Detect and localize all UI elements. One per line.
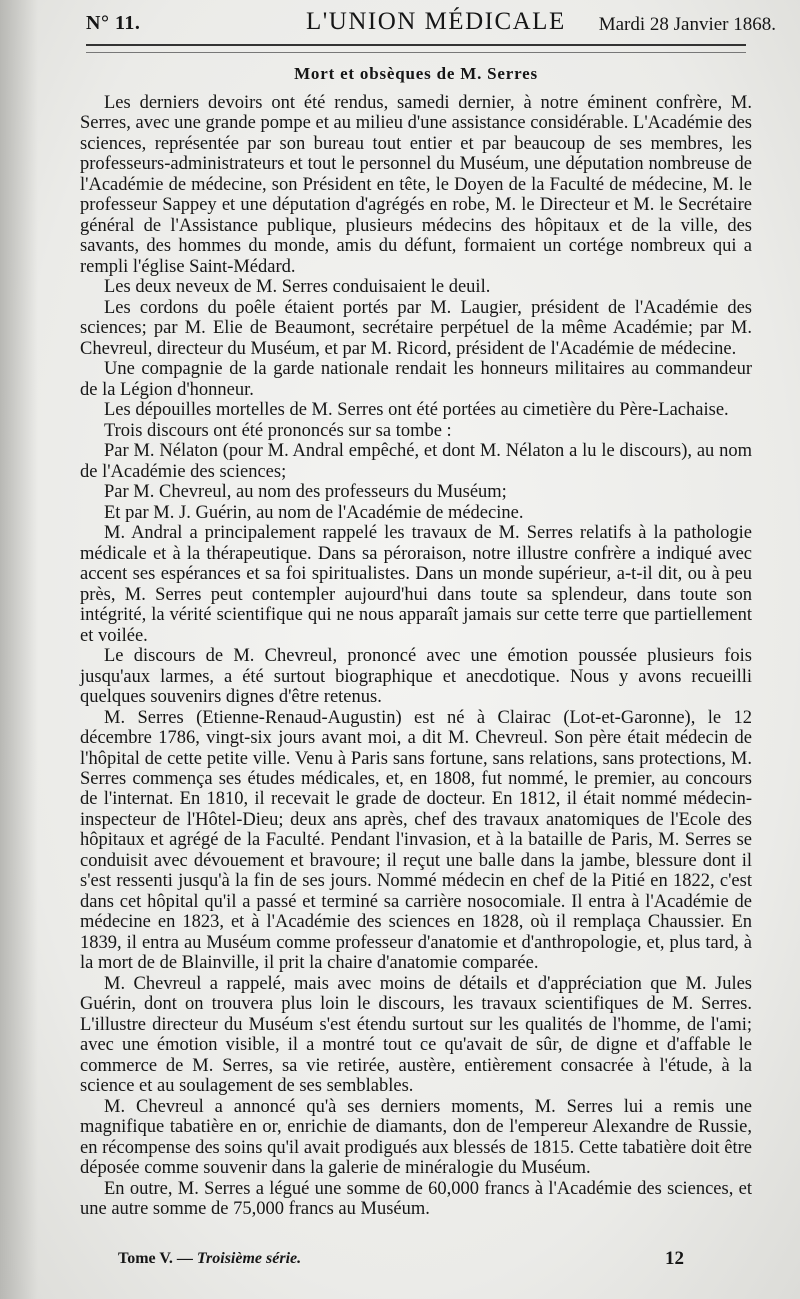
binding-shadow [0,0,38,1299]
paragraph: Les derniers devoirs ont été rendus, samedi dernier, à notre éminent confrère, M. Serres, avec une grande pompe et au milieu d'une assistance considérable. L'Académie des sciences, représentée par son bureau tout entier et par beaucoup de ses membres, les professeurs-administrateurs et tout le personnel du Muséum, une députation nombreuse de l'Académie de médecine, son Président en tête, le Doyen de la Faculté de médecine, M. le professeur Sappey et une députation d'agrégés en robe, M. le Directeur et M. le Secrétaire général de l'Assistance publique, plusieurs médecins des hôpitaux et de la ville, des savants, des hommes du monde, amis du défunt, formaient un cortége nombreux qui a rempli l'église Saint-Médard. [80,93,752,277]
article-title: Mort et obsèques de M. Serres [294,64,538,83]
paragraph: M. Andral a principalement rappelé les travaux de M. Serres relatifs à la pathologie médicale et à la thérapeutique. Dans sa péroraison, notre illustre confrère a indiqué avec accent ses espérances et sa foi spiritualistes. Dans un monde supérieur, a-t-il dit, ou à peu près, M. Serres peut contempler aujourd'hui dans toute sa splendeur, dans toute son intégrité, la vérité scientifique qui ne nous apparaît jamais sur cette terre que partiellement et voilée. [80,523,752,646]
issue-date: Mardi 28 Janvier 1868. [598,14,776,35]
paragraph: Les deux neveux de M. Serres conduisaient le deuil. [104,277,491,298]
page-header [86,8,776,40]
paragraph: M. Serres (Etienne-Renaud-Augustin) est né à Clairac (Lot-et-Garonne), le 12 décembre 1786, vingt-six jours avant moi, a dit M. Chevreul. Son père était médecin de l'hôpital de cette petite ville. Venu à Paris sans fortune, sans relations, sans protections, M. Serres commença ses études médicales, et, en 1808, fut nommé, le premier, au concours de l'internat. En 1810, il recevait le grade de docteur. En 1812, il était nommé médecin-inspecteur de l'Hôtel-Dieu; deux ans après, chef des travaux anatomiques de l'Ecole des hôpitaux et agrégé de la Faculté. Pendant l'invasion, et à la bataille de Paris, M. Serres se conduisit avec dévouement et bravoure; il reçut une balle dans la jambe, blessure dont il s'est ressenti jusqu'à la fin de ses jours. Nommé médecin en chef de la Pitié en 1822, c'est dans cet hôpital qu'il a passé et terminé sa carrière nosocomiale. Il entra à l'Académie de médecine en 1823, et à l'Académie des sciences en 1828, où il remplaça Chaussier. En 1839, il entra au Muséum comme professeur d'anatomie et d'anthropologie, et, plus tard, à la mort de de Blainville, il prit la chaire d'anatomie comparée. [80,707,752,974]
header-rule-thin [86,52,746,53]
page-footer [118,1250,684,1274]
paragraph: Le discours de M. Chevreul, prononcé avec une émotion poussée plusieurs fois jusqu'aux larmes, a été surtout biographique et anecdotique. Nous y avons recueilli quelques souvenirs dignes d'être retenus. [80,646,752,708]
paragraph: Les cordons du poêle étaient portés par M. Laugier, président de l'Académie des sciences; par M. Elie de Beaumont, secrétaire perpétuel de la même Académie; par M. Chevreul, directeur du Muséum, et par M. Ricord, président de l'Académie de médecine. [80,297,752,359]
paragraph: Par M. Nélaton (pour M. Andral empêché, et dont M. Nélaton a lu le discours), au nom de l'Académie des sciences; [80,441,752,482]
series-text: Troisième série. [196,1250,302,1267]
tome-text: Tome V. — [118,1250,197,1267]
volume-label [118,1250,301,1268]
page-number: 12 [665,1248,684,1269]
paragraph: Trois discours ont été prononcés sur sa tombe : [104,420,452,441]
journal-title: L'UNION MÉDICALE [306,8,566,35]
header-rule [86,44,746,46]
paragraph: Par M. Chevreul, au nom des professeurs du Muséum; [104,482,507,503]
article [80,62,752,1220]
issue-number: N° 11. [86,12,141,34]
paragraph: Une compagnie de la garde nationale rendait les honneurs militaires au commandeur de la Légion d'honneur. [80,359,752,400]
paragraph: Et par M. J. Guérin, au nom de l'Académie de médecine. [104,502,524,523]
paragraph: M. Chevreul a rappelé, mais avec moins de détails et d'appréciation que M. Jules Guérin, dont on trouvera plus loin le discours, les travaux scientifiques de M. Serres. L'illustre directeur du Muséum s'est étendu surtout sur les qualités de l'homme, de l'ami; avec une émotion visible, il a montré tout ce qu'avait de sûr, de digne et d'affable le commerce de M. Serres, sa vie retirée, austère, entièrement consacrée à l'étude, à la science et au soulagement de ses semblables. [80,973,752,1097]
paragraph: Les dépouilles mortelles de M. Serres ont été portées au cimetière du Père-Lachaise. [104,400,729,421]
paragraph: En outre, M. Serres a légué une somme de 60,000 francs à l'Académie des sciences, et une autre somme de 75,000 francs au Muséum. [80,1178,752,1220]
paragraph: M. Chevreul a annoncé qu'à ses derniers moments, M. Serres lui a remis une magnifique tabatière en or, enrichie de diamants, don de l'empereur Alexandre de Russie, en récompense des soins qu'il avait prodigués aux blessés de 1815. Cette tabatière doit être déposée comme souvenir dans la galerie de minéralogie du Muséum. [80,1096,752,1179]
